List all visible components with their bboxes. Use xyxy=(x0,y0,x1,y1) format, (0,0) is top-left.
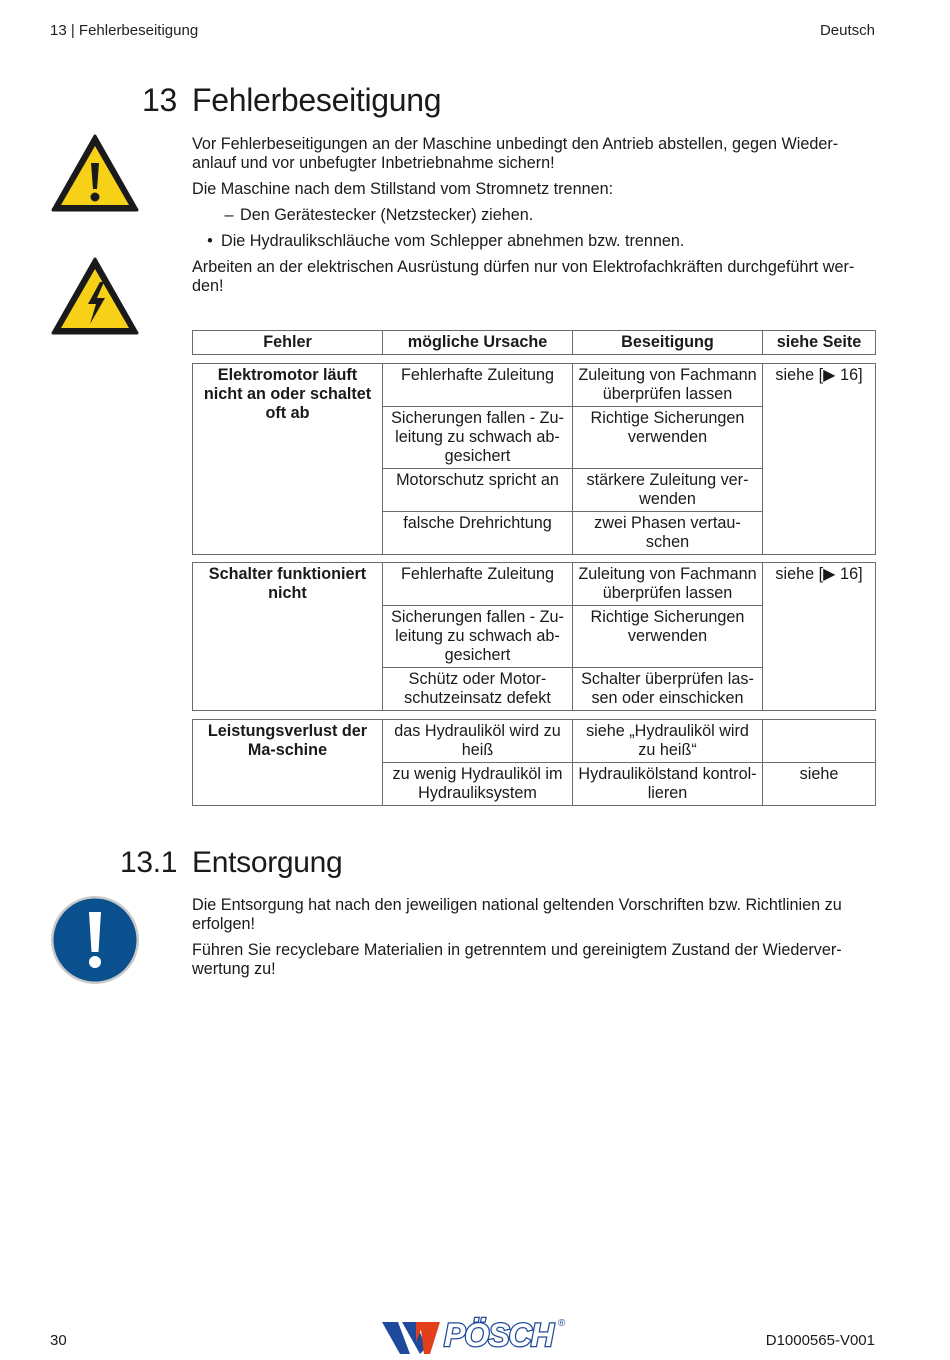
disposal-line-1: Die Entsorgung hat nach den jeweiligen national geltenden Vorschriften bzw. Richtlinien zu xyxy=(192,896,842,914)
posch-logo-text: PÖSCH xyxy=(444,1317,553,1353)
subsection-title: Entsorgung xyxy=(192,846,343,879)
subsection-number: 13.1 xyxy=(120,846,178,879)
disconnect-paragraph: Die Maschine nach dem Stillstand vom Stromnetz trennen: xyxy=(192,180,614,198)
recycling-paragraph xyxy=(192,941,872,979)
page-cell xyxy=(763,720,876,763)
list-item-text: Den Gerätestecker (Netzstecker) ziehen. xyxy=(240,206,534,224)
remedy-cell: Zuleitung von Fachmann überprüfen lassen xyxy=(573,364,763,407)
section-heading xyxy=(142,82,441,119)
remedy-cell: stärkere Zuleitung ver-wenden xyxy=(573,469,763,512)
cause-cell: Motorschutz spricht an xyxy=(383,469,573,512)
column-header-remedy: Beseitigung xyxy=(573,331,763,355)
bullet-marker: • xyxy=(207,232,213,250)
cause-cell: das Hydrauliköl wird zu heiß xyxy=(383,720,573,763)
subsection-heading xyxy=(120,846,342,880)
remedy-cell: siehe „Hydrauliköl wird zu heiß“ xyxy=(573,720,763,763)
page-reference-link[interactable]: siehe [▶ 16] xyxy=(763,563,876,711)
table-row xyxy=(193,364,876,407)
cause-cell: falsche Drehrichtung xyxy=(383,512,573,555)
fault-group-power-loss xyxy=(192,719,876,806)
remedy-cell: zwei Phasen vertau-schen xyxy=(573,512,763,555)
intro-paragraph xyxy=(192,135,872,173)
posch-logo xyxy=(380,1318,570,1358)
electrical-line-2: den! xyxy=(192,277,224,295)
cause-cell: Fehlerhafte Zuleitung xyxy=(383,563,573,606)
high-voltage-icon xyxy=(50,256,140,336)
remedy-cell: Schalter überprüfen las-sen oder einschicken xyxy=(573,668,763,711)
fault-cell: Elektromotor läuft nicht an oder schaltet oft ab xyxy=(193,364,383,555)
remedy-cell: Hydraulikölstand kontrol-lieren xyxy=(573,763,763,806)
remedy-cell: Richtige Sicherungen verwenden xyxy=(573,407,763,469)
page-number: 30 xyxy=(50,1332,67,1349)
list-item xyxy=(207,232,685,251)
table-row xyxy=(193,720,876,763)
electrical-paragraph xyxy=(192,258,872,296)
list-item xyxy=(224,206,534,225)
warning-triangle-icon xyxy=(50,133,140,213)
registered-mark: ® xyxy=(558,1318,566,1329)
header-section-label: 13 | Fehlerbeseitigung xyxy=(50,22,199,39)
cause-cell: Fehlerhafte Zuleitung xyxy=(383,364,573,407)
cause-cell: Sicherungen fallen - Zu-leitung zu schwach ab-gesichert xyxy=(383,407,573,469)
column-header-cause: mögliche Ursache xyxy=(383,331,573,355)
fault-cell: Schalter funktioniert nicht xyxy=(193,563,383,711)
page-reference-link[interactable]: siehe [▶ 16] xyxy=(763,364,876,555)
fault-cell: Leistungsverlust der Ma-schine xyxy=(193,720,383,806)
column-header-fault: Fehler xyxy=(193,331,383,355)
mandatory-exclamation-icon xyxy=(50,895,140,985)
cause-cell: Sicherungen fallen - Zu-leitung zu schwach ab-gesichert xyxy=(383,606,573,668)
header-language: Deutsch xyxy=(819,22,875,39)
cause-cell: Schütz oder Motor-schutzeinsatz defekt xyxy=(383,668,573,711)
fault-group-switch xyxy=(192,562,876,711)
cause-cell: zu wenig Hydrauliköl im Hydrauliksystem xyxy=(383,763,573,806)
column-header-page: siehe Seite xyxy=(763,331,876,355)
remedy-cell: Richtige Sicherungen verwenden xyxy=(573,606,763,668)
recycling-line-2: wertung zu! xyxy=(192,960,276,978)
dash-marker: – xyxy=(224,206,234,224)
page-reference-link[interactable]: siehe xyxy=(763,763,876,806)
intro-line-1: Vor Fehlerbeseitigungen an der Maschine unbedingt den Antrieb abstellen, gegen Wieder- xyxy=(192,135,839,153)
disposal-paragraph xyxy=(192,896,872,934)
intro-line-2: anlauf und vor unbefugter Inbetriebnahme sichern! xyxy=(192,154,555,172)
fault-group-motor xyxy=(192,363,876,555)
list-item-text: Die Hydraulikschläuche vom Schlepper abnehmen bzw. trennen. xyxy=(221,232,685,250)
fault-table-header xyxy=(192,330,876,355)
section-title: Fehlerbeseitigung xyxy=(192,82,442,118)
document-id: D1000565-V001 xyxy=(765,1332,875,1349)
table-row xyxy=(193,563,876,606)
recycling-line-1: Führen Sie recyclebare Materialien in getrenntem und gereinigtem Zustand der Wiederver- xyxy=(192,941,842,959)
remedy-cell: Zuleitung von Fachmann überprüfen lassen xyxy=(573,563,763,606)
electrical-line-1: Arbeiten an der elektrischen Ausrüstung dürfen nur von Elektrofachkräften durchgeführt wer- xyxy=(192,258,855,276)
section-number: 13 xyxy=(142,82,177,118)
disposal-line-2: erfolgen! xyxy=(192,915,255,933)
